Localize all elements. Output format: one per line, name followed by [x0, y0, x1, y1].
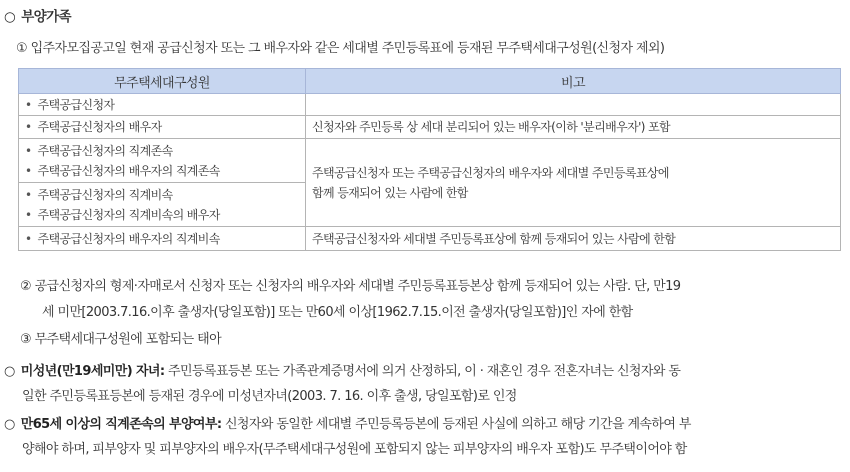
member-label: • 주택공급신청자의 배우자: [25, 117, 305, 137]
section-title: [4, 5, 71, 25]
minor-children-note: [4, 359, 844, 409]
note-heading: 만65세 이상의 직계존속의 부양여부:: [20, 417, 222, 432]
note-bullet: ○: [4, 364, 15, 379]
note-heading: 미성년(만19세미만) 자녀:: [20, 364, 165, 379]
item-2-line: 세 미만[2003.7.16.이후 출생자(당일포함)] 또는 만60세 이상[1962.7.15.이전 출생자(당일포함)]인 자에 한함: [42, 305, 633, 320]
note-cell: [306, 94, 841, 116]
item-3: ③ 무주택세대구성원에 포함되는 태아: [20, 332, 222, 347]
note-text: 일한 주민등록표등본에 등재된 경우에 미성년자녀(2003. 7. 16. 이후 출생, 당일포함)로 인정: [22, 389, 517, 404]
member-label: • 주택공급신청자의 배우자의 직계비속: [25, 229, 305, 249]
member-cell: [19, 183, 306, 227]
note-cell: 주택공급신청자와 세대별 주민등록표상에 함께 등재되어 있는 사람에 한함: [306, 227, 841, 251]
table-row: [19, 94, 841, 116]
member-cell: [19, 116, 306, 139]
table-row: [19, 227, 841, 251]
member-cell: [19, 139, 306, 183]
table-header-member: 무주택세대구성원: [19, 69, 306, 94]
member-label: • 주택공급신청자의 직계존속: [25, 141, 305, 161]
member-cell: [19, 94, 306, 116]
household-member-table: [18, 68, 841, 251]
member-cell: [19, 227, 306, 251]
merged-note-cell: [306, 139, 841, 227]
note-bullet: ○: [4, 417, 15, 432]
merged-note-line: 주택공급신청자 또는 주택공급신청자의 배우자와 세대별 주민등록표상에: [312, 165, 669, 180]
member-label: • 주택공급신청자의 직계비속: [25, 185, 305, 205]
table-header-note: 비고: [306, 69, 841, 94]
member-label: • 주택공급신청자의 직계비속의 배우자: [25, 205, 305, 225]
table-row: [19, 116, 841, 139]
section-title-text: 부양가족: [21, 9, 71, 25]
note-cell: 신청자와 주민등록 상 세대 분리되어 있는 배우자(이하 '분리배우자') 포함: [306, 116, 841, 139]
dependent-elderly-note: [4, 412, 844, 462]
item-2: [20, 274, 842, 326]
note-text: 양해야 하며, 피부양자 및 피부양자의 배우자(무주택세대구성원에 포함되지 않는 피부양자의 배우자 포함)도 무주택이어야 함: [22, 442, 687, 457]
note-text: 신청자와 동일한 세대별 주민등록등본에 등재된 사실에 의하고 해당 기간을 계속하여 부: [221, 417, 691, 432]
section-bullet: ○: [4, 9, 16, 25]
table-row: [19, 139, 841, 183]
item-1: ① 입주자모집공고일 현재 공급신청자 또는 그 배우자와 같은 세대별 주민등록표에 등재된 무주택세대구성원(신청자 제외): [16, 41, 665, 56]
note-text: 주민등록표등본 또는 가족관계증명서에 의거 산정하되, 이 · 재혼인 경우 전혼자녀는 신청자와 동: [164, 364, 681, 379]
member-label: • 주택공급신청자의 배우자의 직계존속: [25, 161, 305, 181]
merged-note-line: 함께 등재되어 있는 사람에 한함: [312, 185, 468, 200]
member-label: • 주택공급신청자: [25, 95, 305, 115]
item-2-line: ② 공급신청자의 형제·자매로서 신청자 또는 신청자의 배우자와 세대별 주민등록표등본상 함께 등재되어 있는 사람. 단, 만19: [20, 279, 681, 294]
